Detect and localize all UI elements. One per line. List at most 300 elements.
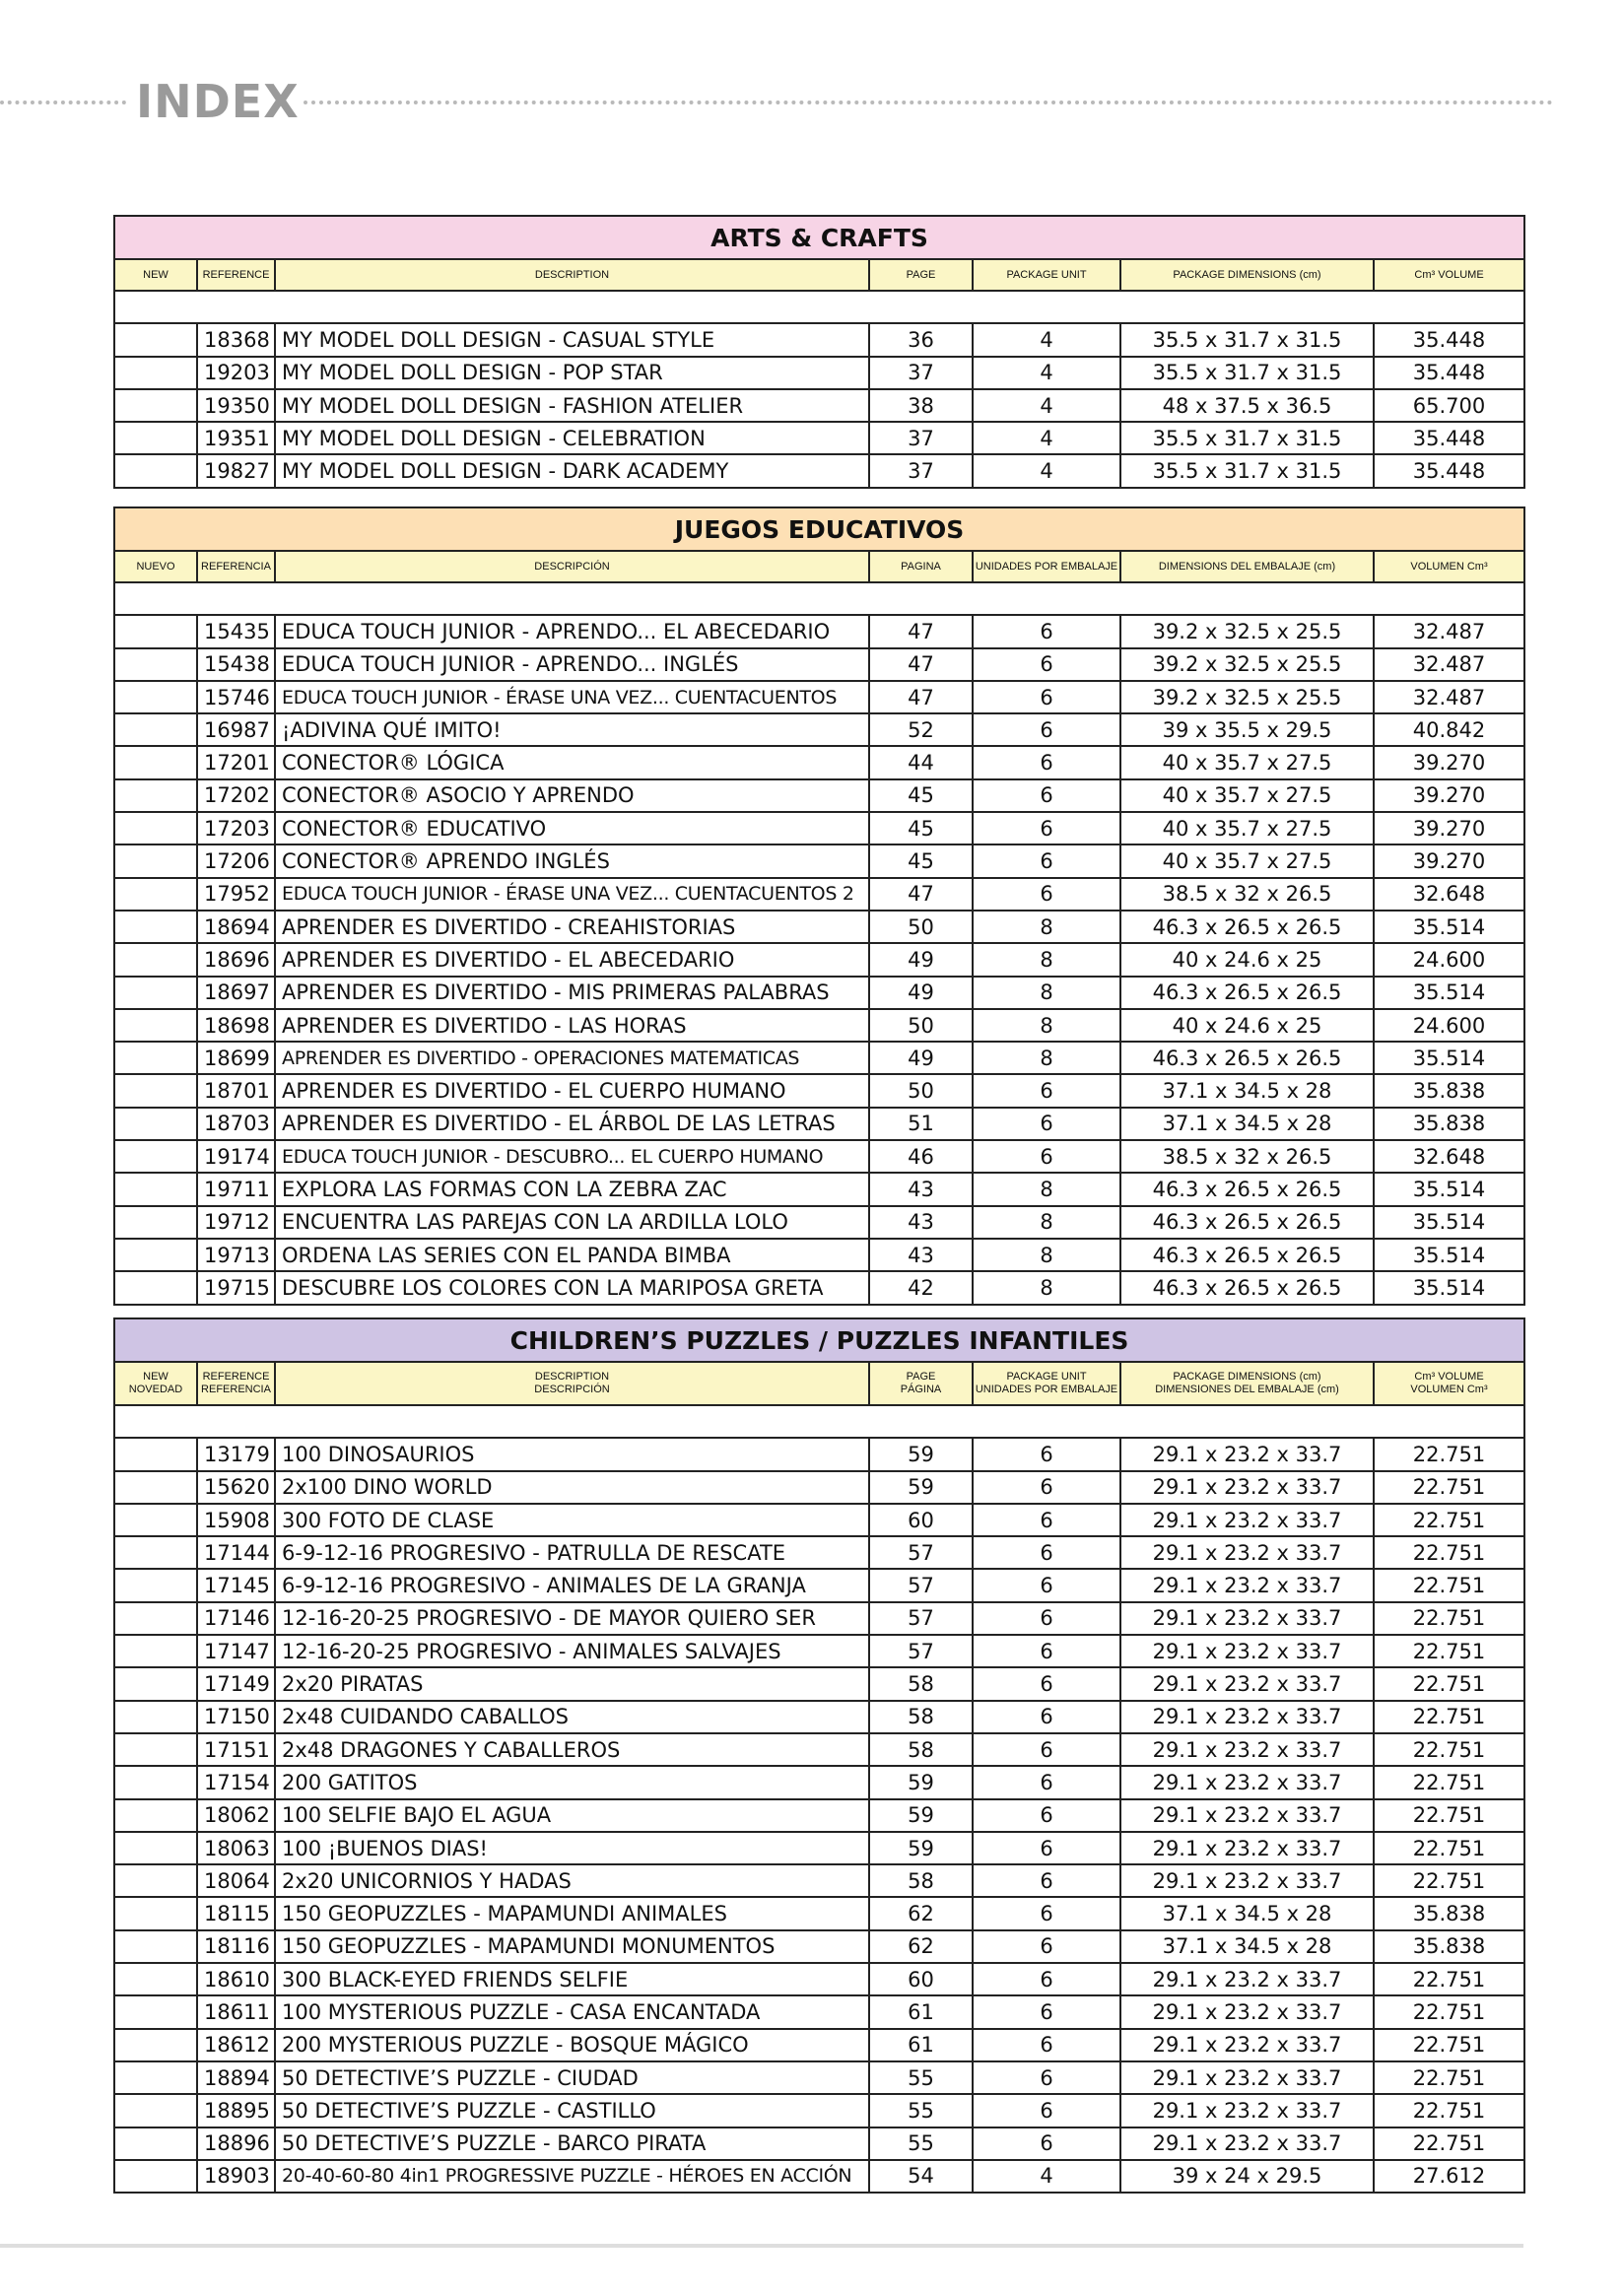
volume-cell: 27.612 bbox=[1374, 2160, 1524, 2193]
volume-cell: 32.487 bbox=[1374, 648, 1524, 681]
new-cell bbox=[114, 1995, 197, 2028]
reference-cell: 18368 bbox=[197, 323, 275, 356]
package-dimensions-cell: 40 x 35.7 x 27.5 bbox=[1120, 779, 1374, 812]
package-dimensions-cell: 37.1 x 34.5 x 28 bbox=[1120, 1108, 1374, 1140]
new-cell bbox=[114, 2029, 197, 2061]
volume-cell: 22.751 bbox=[1374, 1864, 1524, 1897]
new-cell bbox=[114, 1239, 197, 1271]
package-dimensions-cell: 38.5 x 32 x 26.5 bbox=[1120, 878, 1374, 911]
volume-cell: 22.751 bbox=[1374, 1504, 1524, 1536]
column-header-row bbox=[114, 1362, 1524, 1405]
reference-cell: 17201 bbox=[197, 746, 275, 778]
package-dimensions-cell: 29.1 x 23.2 x 33.7 bbox=[1120, 1995, 1374, 2028]
description-cell: 12-16-20-25 PROGRESIVO - ANIMALES SALVAJES bbox=[275, 1635, 869, 1667]
package-dimensions-cell: 35.5 x 31.7 x 31.5 bbox=[1120, 357, 1374, 389]
footer-rule bbox=[0, 2244, 1523, 2248]
table-row bbox=[114, 779, 1524, 812]
page-cell: 45 bbox=[869, 844, 973, 877]
column-header-package-dimensions: DIMENSIONS DEL EMBALAJE (cm) bbox=[1120, 551, 1374, 582]
package-dimensions-cell: 40 x 35.7 x 27.5 bbox=[1120, 812, 1374, 844]
package-dimensions-cell: 39.2 x 32.5 x 25.5 bbox=[1120, 681, 1374, 713]
page-cell: 61 bbox=[869, 2029, 973, 2061]
header-gap bbox=[114, 582, 1524, 615]
volume-cell: 22.751 bbox=[1374, 2061, 1524, 2094]
new-cell bbox=[114, 977, 197, 1009]
package-unit-cell: 4 bbox=[973, 323, 1120, 356]
table-row bbox=[114, 1009, 1524, 1042]
package-dimensions-cell: 46.3 x 26.5 x 26.5 bbox=[1120, 1239, 1374, 1271]
package-dimensions-cell: 39.2 x 32.5 x 25.5 bbox=[1120, 615, 1374, 647]
package-unit-cell: 6 bbox=[973, 1701, 1120, 1733]
column-header-description: DESCRIPCIÓN bbox=[275, 551, 869, 582]
description-cell: APRENDER ES DIVERTIDO - EL ÁRBOL DE LAS LETRAS bbox=[275, 1108, 869, 1140]
table-row bbox=[114, 1271, 1524, 1304]
reference-cell: 17149 bbox=[197, 1667, 275, 1700]
page-cell: 59 bbox=[869, 1471, 973, 1504]
package-dimensions-cell: 29.1 x 23.2 x 33.7 bbox=[1120, 2061, 1374, 2094]
description-cell: 50 DETECTIVE’S PUZZLE - CIUDAD bbox=[275, 2061, 869, 2094]
package-dimensions-cell: 29.1 x 23.2 x 33.7 bbox=[1120, 1701, 1374, 1733]
volume-cell: 35.448 bbox=[1374, 357, 1524, 389]
package-unit-cell: 6 bbox=[973, 648, 1120, 681]
table-row bbox=[114, 2094, 1524, 2127]
reference-cell: 19350 bbox=[197, 389, 275, 422]
reference-cell: 15435 bbox=[197, 615, 275, 647]
new-cell bbox=[114, 943, 197, 976]
package-unit-cell: 6 bbox=[973, 1108, 1120, 1140]
description-cell: 300 FOTO DE CLASE bbox=[275, 1504, 869, 1536]
table-row bbox=[114, 2127, 1524, 2160]
table-row bbox=[114, 357, 1524, 389]
volume-cell: 22.751 bbox=[1374, 1832, 1524, 1864]
header-gap bbox=[114, 291, 1524, 323]
page-cell: 38 bbox=[869, 389, 973, 422]
description-cell: 2x48 CUIDANDO CABALLOS bbox=[275, 1701, 869, 1733]
table-body bbox=[114, 582, 1524, 1305]
reference-cell: 19711 bbox=[197, 1173, 275, 1205]
package-unit-cell: 6 bbox=[973, 1074, 1120, 1107]
table-row bbox=[114, 1701, 1524, 1733]
package-dimensions-cell: 29.1 x 23.2 x 33.7 bbox=[1120, 1569, 1374, 1601]
description-cell: EDUCA TOUCH JUNIOR - APRENDO... INGLÉS bbox=[275, 648, 869, 681]
package-dimensions-cell: 46.3 x 26.5 x 26.5 bbox=[1120, 1042, 1374, 1074]
description-cell: ¡ADIVINA QUÉ IMITO! bbox=[275, 713, 869, 746]
new-cell bbox=[114, 1504, 197, 1536]
reference-cell: 19351 bbox=[197, 422, 275, 454]
package-dimensions-cell: 37.1 x 34.5 x 28 bbox=[1120, 1074, 1374, 1107]
page-cell: 58 bbox=[869, 1667, 973, 1700]
reference-cell: 18696 bbox=[197, 943, 275, 976]
description-cell: 50 DETECTIVE’S PUZZLE - BARCO PIRATA bbox=[275, 2127, 869, 2160]
column-header-volume: VOLUMEN Cm³ bbox=[1374, 551, 1524, 582]
table-row bbox=[114, 1635, 1524, 1667]
table-row bbox=[114, 1569, 1524, 1601]
reference-cell: 19203 bbox=[197, 357, 275, 389]
column-header-row bbox=[114, 259, 1524, 291]
new-cell bbox=[114, 357, 197, 389]
column-header-package-unit bbox=[973, 1362, 1120, 1405]
new-cell bbox=[114, 1074, 197, 1107]
column-header-package-unit: UNIDADES POR EMBALAJE bbox=[973, 551, 1120, 582]
package-dimensions-cell: 29.1 x 23.2 x 33.7 bbox=[1120, 1864, 1374, 1897]
column-header-new bbox=[114, 1362, 197, 1405]
volume-cell: 24.600 bbox=[1374, 1009, 1524, 1042]
package-unit-cell: 6 bbox=[973, 1140, 1120, 1173]
new-cell bbox=[114, 681, 197, 713]
package-unit-cell: 6 bbox=[973, 844, 1120, 877]
column-header-line: UNIDADES POR EMBALAJE bbox=[975, 1384, 1118, 1395]
reference-cell: 16987 bbox=[197, 713, 275, 746]
table-row bbox=[114, 422, 1524, 454]
new-cell bbox=[114, 844, 197, 877]
index-header bbox=[0, 77, 1622, 126]
dotted-rule-left bbox=[0, 101, 126, 104]
table-row bbox=[114, 1074, 1524, 1107]
package-unit-cell: 8 bbox=[973, 1271, 1120, 1304]
page-cell: 46 bbox=[869, 1140, 973, 1173]
reference-cell: 18701 bbox=[197, 1074, 275, 1107]
column-header-new: NEW bbox=[114, 259, 197, 291]
package-unit-cell: 4 bbox=[973, 357, 1120, 389]
table-row bbox=[114, 878, 1524, 911]
description-cell: CONECTOR® ASOCIO Y APRENDO bbox=[275, 779, 869, 812]
new-cell bbox=[114, 1897, 197, 1929]
volume-cell: 35.448 bbox=[1374, 454, 1524, 487]
volume-cell: 22.751 bbox=[1374, 1701, 1524, 1733]
new-cell bbox=[114, 1832, 197, 1864]
description-cell: 2x100 DINO WORLD bbox=[275, 1471, 869, 1504]
new-cell bbox=[114, 1173, 197, 1205]
page-cell: 43 bbox=[869, 1206, 973, 1239]
table-row bbox=[114, 1140, 1524, 1173]
reference-cell: 18612 bbox=[197, 2029, 275, 2061]
table-row bbox=[114, 1504, 1524, 1536]
page-cell: 42 bbox=[869, 1271, 973, 1304]
reference-cell: 17150 bbox=[197, 1701, 275, 1733]
description-cell: 6-9-12-16 PROGRESIVO - ANIMALES DE LA GRANJA bbox=[275, 1569, 869, 1601]
volume-cell: 22.751 bbox=[1374, 1733, 1524, 1766]
new-cell bbox=[114, 1009, 197, 1042]
table-row bbox=[114, 681, 1524, 713]
page-cell: 50 bbox=[869, 1074, 973, 1107]
table-row bbox=[114, 1471, 1524, 1504]
description-cell: MY MODEL DOLL DESIGN - FASHION ATELIER bbox=[275, 389, 869, 422]
column-header-page: PAGINA bbox=[869, 551, 973, 582]
new-cell bbox=[114, 812, 197, 844]
table-row bbox=[114, 1766, 1524, 1798]
description-cell: 300 BLACK-EYED FRIENDS SELFIE bbox=[275, 1963, 869, 1995]
new-cell bbox=[114, 323, 197, 356]
reference-cell: 17147 bbox=[197, 1635, 275, 1667]
volume-cell: 22.751 bbox=[1374, 1766, 1524, 1798]
description-cell: MY MODEL DOLL DESIGN - DARK ACADEMY bbox=[275, 454, 869, 487]
package-unit-cell: 4 bbox=[973, 422, 1120, 454]
header-gap-cell bbox=[114, 582, 1524, 615]
reference-cell: 17202 bbox=[197, 779, 275, 812]
reference-cell: 18703 bbox=[197, 1108, 275, 1140]
column-header-reference bbox=[197, 1362, 275, 1405]
page-cell: 45 bbox=[869, 779, 973, 812]
page-cell: 55 bbox=[869, 2094, 973, 2127]
page-cell: 57 bbox=[869, 1635, 973, 1667]
package-dimensions-cell: 29.1 x 23.2 x 33.7 bbox=[1120, 1733, 1374, 1766]
new-cell bbox=[114, 713, 197, 746]
new-cell bbox=[114, 1864, 197, 1897]
reference-cell: 15746 bbox=[197, 681, 275, 713]
package-unit-cell: 8 bbox=[973, 1009, 1120, 1042]
table-row bbox=[114, 977, 1524, 1009]
page-cell: 50 bbox=[869, 911, 973, 943]
column-header-row bbox=[114, 551, 1524, 582]
volume-cell: 35.838 bbox=[1374, 1930, 1524, 1963]
package-dimensions-cell: 29.1 x 23.2 x 33.7 bbox=[1120, 1504, 1374, 1536]
new-cell bbox=[114, 746, 197, 778]
new-cell bbox=[114, 1701, 197, 1733]
table-body bbox=[114, 1405, 1524, 2193]
package-dimensions-cell: 29.1 x 23.2 x 33.7 bbox=[1120, 1799, 1374, 1832]
table-row bbox=[114, 1864, 1524, 1897]
volume-cell: 32.648 bbox=[1374, 1140, 1524, 1173]
package-unit-cell: 6 bbox=[973, 1569, 1120, 1601]
reference-cell: 18611 bbox=[197, 1995, 275, 2028]
table-row bbox=[114, 812, 1524, 844]
page-cell: 62 bbox=[869, 1897, 973, 1929]
reference-cell: 17151 bbox=[197, 1733, 275, 1766]
description-cell: 200 MYSTERIOUS PUZZLE - BOSQUE MÁGICO bbox=[275, 2029, 869, 2061]
page-cell: 49 bbox=[869, 977, 973, 1009]
package-unit-cell: 6 bbox=[973, 1995, 1120, 2028]
reference-cell: 18116 bbox=[197, 1930, 275, 1963]
volume-cell: 22.751 bbox=[1374, 1799, 1524, 1832]
description-cell: 2x48 DRAGONES Y CABALLEROS bbox=[275, 1733, 869, 1766]
section-title: ARTS & CRAFTS bbox=[114, 216, 1524, 259]
new-cell bbox=[114, 1042, 197, 1074]
page-cell: 60 bbox=[869, 1504, 973, 1536]
new-cell bbox=[114, 2061, 197, 2094]
package-unit-cell: 6 bbox=[973, 1602, 1120, 1635]
description-cell: ENCUENTRA LAS PAREJAS CON LA ARDILLA LOLO bbox=[275, 1206, 869, 1239]
new-cell bbox=[114, 1569, 197, 1601]
table-row bbox=[114, 746, 1524, 778]
new-cell bbox=[114, 2094, 197, 2127]
table-row bbox=[114, 1602, 1524, 1635]
new-cell bbox=[114, 2160, 197, 2193]
new-cell bbox=[114, 1108, 197, 1140]
header-gap-cell bbox=[114, 291, 1524, 323]
volume-cell: 22.751 bbox=[1374, 2029, 1524, 2061]
reference-cell: 15620 bbox=[197, 1471, 275, 1504]
page-cell: 44 bbox=[869, 746, 973, 778]
description-cell: CONECTOR® APRENDO INGLÉS bbox=[275, 844, 869, 877]
package-unit-cell: 8 bbox=[973, 1042, 1120, 1074]
description-cell: 150 GEOPUZZLES - MAPAMUNDI ANIMALES bbox=[275, 1897, 869, 1929]
volume-cell: 22.751 bbox=[1374, 1536, 1524, 1569]
description-cell: APRENDER ES DIVERTIDO - OPERACIONES MATEMATICAS bbox=[275, 1042, 869, 1074]
volume-cell: 22.751 bbox=[1374, 1438, 1524, 1470]
column-header-line: NEW bbox=[143, 1371, 169, 1383]
package-dimensions-cell: 29.1 x 23.2 x 33.7 bbox=[1120, 1635, 1374, 1667]
column-header-line: PACKAGE UNIT bbox=[1006, 1371, 1087, 1383]
table-row bbox=[114, 844, 1524, 877]
package-unit-cell: 8 bbox=[973, 977, 1120, 1009]
reference-cell: 18698 bbox=[197, 1009, 275, 1042]
volume-cell: 39.270 bbox=[1374, 746, 1524, 778]
reference-cell: 18062 bbox=[197, 1799, 275, 1832]
description-cell: CONECTOR® EDUCATIVO bbox=[275, 812, 869, 844]
reference-cell: 18115 bbox=[197, 1897, 275, 1929]
page-cell: 59 bbox=[869, 1799, 973, 1832]
page-cell: 47 bbox=[869, 615, 973, 647]
volume-cell: 22.751 bbox=[1374, 1963, 1524, 1995]
page-cell: 49 bbox=[869, 943, 973, 976]
volume-cell: 65.700 bbox=[1374, 389, 1524, 422]
description-cell: APRENDER ES DIVERTIDO - EL ABECEDARIO bbox=[275, 943, 869, 976]
page-cell: 55 bbox=[869, 2127, 973, 2160]
package-unit-cell: 6 bbox=[973, 2094, 1120, 2127]
package-unit-cell: 6 bbox=[973, 1471, 1120, 1504]
volume-cell: 39.270 bbox=[1374, 844, 1524, 877]
table-row bbox=[114, 1963, 1524, 1995]
new-cell bbox=[114, 2127, 197, 2160]
reference-cell: 17145 bbox=[197, 1569, 275, 1601]
reference-cell: 18610 bbox=[197, 1963, 275, 1995]
column-header-line: PACKAGE DIMENSIONS (cm) bbox=[1173, 1371, 1321, 1383]
page-cell: 47 bbox=[869, 648, 973, 681]
package-dimensions-cell: 29.1 x 23.2 x 33.7 bbox=[1120, 1602, 1374, 1635]
volume-cell: 22.751 bbox=[1374, 1995, 1524, 2028]
reference-cell: 18896 bbox=[197, 2127, 275, 2160]
page-cell: 43 bbox=[869, 1173, 973, 1205]
page-cell: 59 bbox=[869, 1832, 973, 1864]
table-row bbox=[114, 615, 1524, 647]
reference-cell: 19713 bbox=[197, 1239, 275, 1271]
page-cell: 37 bbox=[869, 454, 973, 487]
volume-cell: 32.487 bbox=[1374, 681, 1524, 713]
reference-cell: 18694 bbox=[197, 911, 275, 943]
reference-cell: 18699 bbox=[197, 1042, 275, 1074]
volume-cell: 35.838 bbox=[1374, 1108, 1524, 1140]
description-cell: APRENDER ES DIVERTIDO - CREAHISTORIAS bbox=[275, 911, 869, 943]
new-cell bbox=[114, 1536, 197, 1569]
package-dimensions-cell: 29.1 x 23.2 x 33.7 bbox=[1120, 1438, 1374, 1470]
volume-cell: 40.842 bbox=[1374, 713, 1524, 746]
table-row bbox=[114, 1995, 1524, 2028]
description-cell: EXPLORA LAS FORMAS CON LA ZEBRA ZAC bbox=[275, 1173, 869, 1205]
package-dimensions-cell: 35.5 x 31.7 x 31.5 bbox=[1120, 422, 1374, 454]
package-dimensions-cell: 29.1 x 23.2 x 33.7 bbox=[1120, 2029, 1374, 2061]
reference-cell: 17206 bbox=[197, 844, 275, 877]
page-cell: 50 bbox=[869, 1009, 973, 1042]
page-cell: 51 bbox=[869, 1108, 973, 1140]
package-unit-cell: 6 bbox=[973, 1897, 1120, 1929]
description-cell: 12-16-20-25 PROGRESIVO - DE MAYOR QUIERO SER bbox=[275, 1602, 869, 1635]
column-header-description: DESCRIPTION bbox=[275, 259, 869, 291]
package-dimensions-cell: 35.5 x 31.7 x 31.5 bbox=[1120, 323, 1374, 356]
package-unit-cell: 8 bbox=[973, 1173, 1120, 1205]
package-dimensions-cell: 29.1 x 23.2 x 33.7 bbox=[1120, 1832, 1374, 1864]
table-row bbox=[114, 1536, 1524, 1569]
description-cell: APRENDER ES DIVERTIDO - MIS PRIMERAS PALABRAS bbox=[275, 977, 869, 1009]
description-cell: EDUCA TOUCH JUNIOR - ÉRASE UNA VEZ... CUENTACUENTOS 2 bbox=[275, 878, 869, 911]
reference-cell: 17203 bbox=[197, 812, 275, 844]
package-unit-cell: 6 bbox=[973, 1504, 1120, 1536]
package-unit-cell: 6 bbox=[973, 1766, 1120, 1798]
new-cell bbox=[114, 1667, 197, 1700]
column-header-reference: REFERENCIA bbox=[197, 551, 275, 582]
volume-cell: 35.514 bbox=[1374, 1173, 1524, 1205]
package-unit-cell: 6 bbox=[973, 681, 1120, 713]
new-cell bbox=[114, 779, 197, 812]
volume-cell: 32.487 bbox=[1374, 615, 1524, 647]
volume-cell: 35.838 bbox=[1374, 1897, 1524, 1929]
new-cell bbox=[114, 1799, 197, 1832]
column-header-reference: REFERENCE bbox=[197, 259, 275, 291]
page-cell: 61 bbox=[869, 1995, 973, 2028]
volume-cell: 24.600 bbox=[1374, 943, 1524, 976]
page-cell: 37 bbox=[869, 422, 973, 454]
column-header-package-dimensions bbox=[1120, 1362, 1374, 1405]
package-unit-cell: 6 bbox=[973, 1963, 1120, 1995]
volume-cell: 35.514 bbox=[1374, 911, 1524, 943]
table-row bbox=[114, 1667, 1524, 1700]
new-cell bbox=[114, 648, 197, 681]
volume-cell: 35.514 bbox=[1374, 1042, 1524, 1074]
new-cell bbox=[114, 1766, 197, 1798]
description-cell: APRENDER ES DIVERTIDO - LAS HORAS bbox=[275, 1009, 869, 1042]
package-unit-cell: 6 bbox=[973, 1438, 1120, 1470]
table-row bbox=[114, 1733, 1524, 1766]
package-dimensions-cell: 39 x 24 x 29.5 bbox=[1120, 2160, 1374, 2193]
package-dimensions-cell: 46.3 x 26.5 x 26.5 bbox=[1120, 1173, 1374, 1205]
package-dimensions-cell: 46.3 x 26.5 x 26.5 bbox=[1120, 1271, 1374, 1304]
column-header-line: VOLUMEN Cm³ bbox=[1410, 1384, 1488, 1395]
package-unit-cell: 6 bbox=[973, 1799, 1120, 1832]
reference-cell: 18064 bbox=[197, 1864, 275, 1897]
page-cell: 58 bbox=[869, 1864, 973, 1897]
description-cell: MY MODEL DOLL DESIGN - POP STAR bbox=[275, 357, 869, 389]
page-cell: 55 bbox=[869, 2061, 973, 2094]
table-row bbox=[114, 1173, 1524, 1205]
package-unit-cell: 6 bbox=[973, 2127, 1120, 2160]
new-cell bbox=[114, 615, 197, 647]
new-cell bbox=[114, 1471, 197, 1504]
package-unit-cell: 4 bbox=[973, 2160, 1120, 2193]
package-unit-cell: 8 bbox=[973, 943, 1120, 976]
childrens-puzzles-table bbox=[113, 1317, 1525, 2194]
volume-cell: 22.751 bbox=[1374, 2094, 1524, 2127]
package-dimensions-cell: 37.1 x 34.5 x 28 bbox=[1120, 1897, 1374, 1929]
package-unit-cell: 6 bbox=[973, 2061, 1120, 2094]
column-header-line: Cm³ VOLUME bbox=[1414, 1371, 1484, 1383]
description-cell: MY MODEL DOLL DESIGN - CELEBRATION bbox=[275, 422, 869, 454]
package-unit-cell: 6 bbox=[973, 1832, 1120, 1864]
reference-cell: 15908 bbox=[197, 1504, 275, 1536]
page-title: INDEX bbox=[136, 75, 300, 128]
column-header-line: NOVEDAD bbox=[128, 1384, 183, 1395]
reference-cell: 13179 bbox=[197, 1438, 275, 1470]
table-row bbox=[114, 648, 1524, 681]
juegos-educativos-table bbox=[113, 506, 1525, 1306]
package-unit-cell: 6 bbox=[973, 1635, 1120, 1667]
reference-cell: 17952 bbox=[197, 878, 275, 911]
package-unit-cell: 4 bbox=[973, 389, 1120, 422]
package-unit-cell: 8 bbox=[973, 1206, 1120, 1239]
volume-cell: 35.838 bbox=[1374, 1074, 1524, 1107]
reference-cell: 15438 bbox=[197, 648, 275, 681]
new-cell bbox=[114, 878, 197, 911]
package-dimensions-cell: 29.1 x 23.2 x 33.7 bbox=[1120, 1536, 1374, 1569]
new-cell bbox=[114, 1963, 197, 1995]
